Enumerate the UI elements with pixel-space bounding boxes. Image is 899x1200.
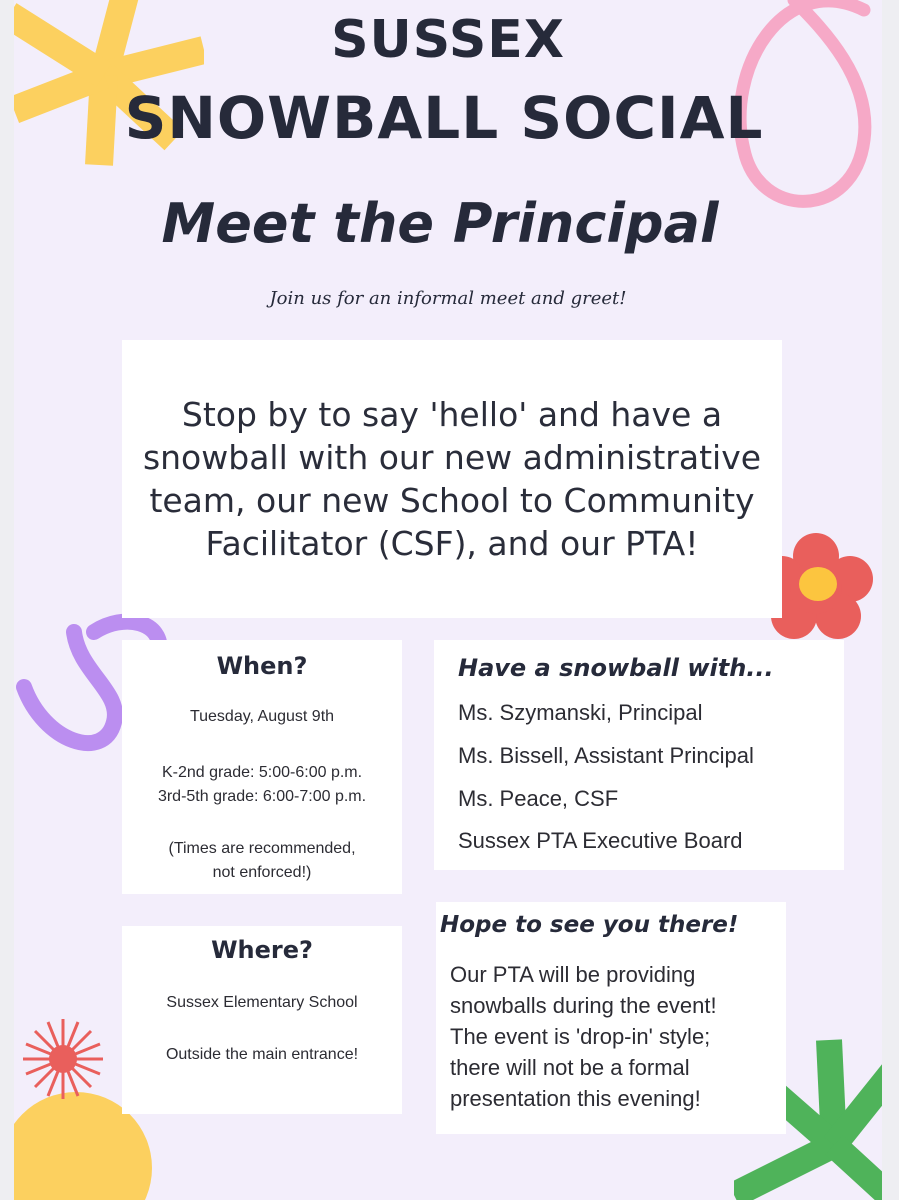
- hope-line-1: Our PTA will be providing: [450, 962, 696, 987]
- when-heading: When?: [216, 652, 308, 680]
- intro-text: Stop by to say 'hello' and have a snowball with our new administrative team, our new School to Community Facilitator (CSF), and our PTA!: [142, 395, 762, 563]
- snowball-with-card: [434, 640, 844, 870]
- hope-line-2: snowballs during the event!: [450, 993, 717, 1018]
- person-1: Ms. Szymanski, Principal: [458, 700, 703, 725]
- where-detail: Outside the main entrance!: [165, 1046, 359, 1063]
- where-place: Sussex Elementary School: [166, 994, 358, 1011]
- snowball-with-heading: Have a snowball with...: [458, 654, 774, 682]
- tagline: Join us for an informal meet and greet!: [269, 288, 627, 309]
- hope-line-5: presentation this evening!: [450, 1086, 701, 1111]
- where-heading: Where?: [211, 936, 313, 964]
- hope-heading: Hope to see you there!: [440, 912, 739, 938]
- title-line-3: Meet the Principal: [161, 192, 719, 255]
- when-note-2: not enforced!): [212, 864, 312, 881]
- title-line-1: SUSSEX: [331, 10, 565, 70]
- person-3: Ms. Peace, CSF: [458, 786, 619, 811]
- when-note-1: (Times are recommended,: [168, 840, 356, 857]
- title-line-2: SNOWBALL SOCIAL: [124, 84, 764, 152]
- when-card: [122, 640, 402, 894]
- when-time-1: K-2nd grade: 5:00-6:00 p.m.: [161, 764, 363, 781]
- intro-card: [122, 340, 782, 618]
- when-time-2: 3rd-5th grade: 6:00-7:00 p.m.: [157, 788, 367, 805]
- person-2: Ms. Bissell, Assistant Principal: [458, 743, 754, 768]
- person-4: Sussex PTA Executive Board: [458, 828, 743, 853]
- hope-line-3: The event is 'drop-in' style;: [450, 1024, 711, 1049]
- hope-card: [436, 902, 786, 1134]
- red-burst-icon: [20, 1016, 106, 1102]
- flyer: [14, 0, 882, 1200]
- hope-line-4: there will not be a formal: [450, 1055, 690, 1080]
- where-card: [122, 926, 402, 1114]
- when-date: Tuesday, August 9th: [189, 708, 335, 725]
